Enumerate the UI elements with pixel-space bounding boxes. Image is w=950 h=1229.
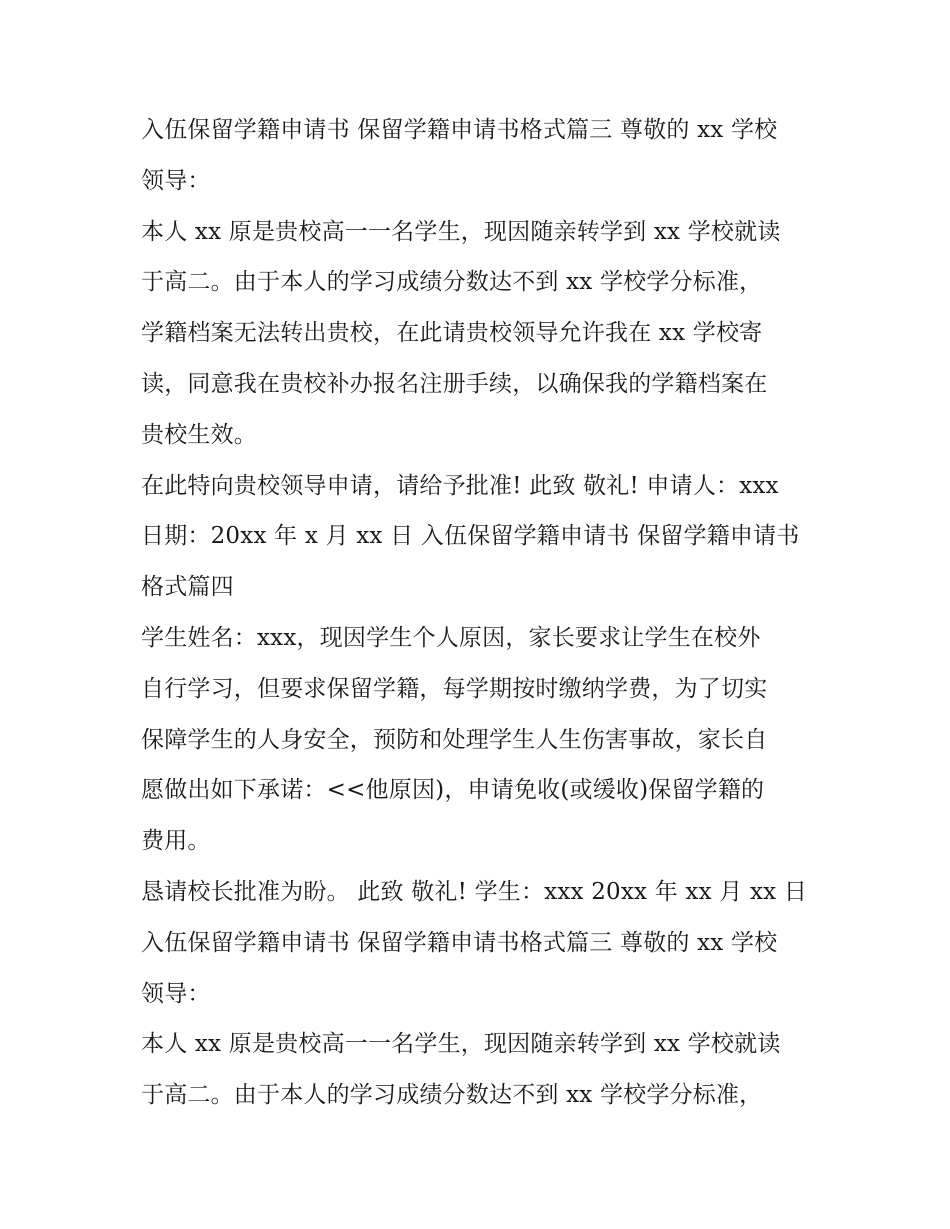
text-line: 愿做出如下承诺：<<他原因)，申请免收(或缓收)保留学籍的 — [141, 777, 765, 804]
text-line: 恳请校长批准为盼。 此致 敬礼! 学生：xxx 20xx 年 xx 月 xx 日 — [141, 878, 808, 905]
text-line: 于高二。由于本人的学习成绩分数达不到 xx 学校学分标准， — [141, 1082, 763, 1109]
text-line: 费用。 — [141, 828, 211, 855]
text-line: 读，同意我在贵校补办报名注册手续，以确保我的学籍档案在 — [141, 370, 768, 397]
text-line: 格式篇四 — [141, 574, 234, 601]
text-line: 领导： — [141, 980, 211, 1007]
text-line: 日期：20xx 年 x 月 xx 日 入伍保留学籍申请书 保留学籍申请书 — [141, 523, 800, 550]
text-line: 学生姓名：xxx，现因学生个人原因，家长要求让学生在校外 — [141, 624, 761, 651]
document-body — [141, 105, 821, 1121]
text-line: 自行学习，但要求保留学籍，每学期按时缴纳学费，为了切实 — [141, 675, 768, 702]
text-line: 入伍保留学籍申请书 保留学籍申请书格式篇三 尊敬的 xx 学校 — [141, 117, 778, 143]
text-line: 在此特向贵校领导申请，请给予批准! 此致 敬礼! 申请人：xxx — [141, 472, 779, 499]
text-line: 学籍档案无法转出贵校，在此请贵校领导允许我在 xx 学校寄 — [141, 320, 763, 347]
text-line: 入伍保留学籍申请书 保留学籍申请书格式篇三 尊敬的 xx 学校 — [141, 929, 778, 956]
text-line: 本人 xx 原是贵校高一一名学生，现因随亲转学到 xx 学校就读 — [141, 218, 781, 245]
text-line: 领导： — [141, 167, 211, 194]
text-line: 本人 xx 原是贵校高一一名学生，现因随亲转学到 xx 学校就读 — [141, 1031, 781, 1058]
text-line: 于高二。由于本人的学习成绩分数达不到 xx 学校学分标准， — [141, 269, 763, 296]
text-line: 保障学生的人身安全，预防和处理学生人生伤害事故，家长自 — [141, 726, 768, 753]
text-line: 贵校生效。 — [141, 421, 257, 448]
